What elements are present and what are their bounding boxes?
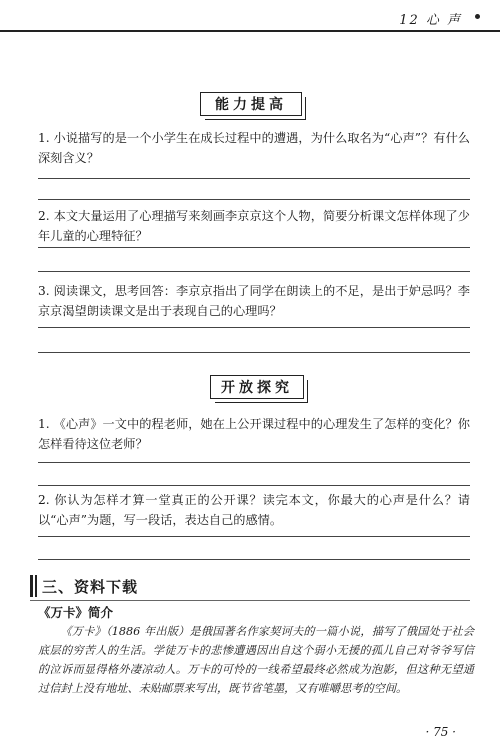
open-question-1: 1. 《心声》一文中的程老师，她在上公开课过程中的心理发生了怎样的变化？你怎样看待这位老师？ xyxy=(38,417,470,451)
answer-line[interactable] xyxy=(38,536,470,537)
resource-subtitle: 《万卡》简介 xyxy=(38,605,114,620)
answer-line[interactable] xyxy=(38,462,470,463)
question-2: 2. 本文大量运用了心理描写来刻画李京京这个人物，简要分析课文怎样体现了少年儿童的心理特征？ xyxy=(38,209,470,243)
question-1: 1. 小说描写的是一个小学生在成长过程中的遭遇，为什么取名为“心声”？有什么深刻含义？ xyxy=(38,131,470,165)
resources-heading xyxy=(30,574,138,598)
answer-line[interactable] xyxy=(38,247,470,248)
header-dot xyxy=(475,14,480,19)
open-question-2: 2. 你认为怎样才算一堂真正的公开课？读完本文，你最大的心声是什么？请以“心声”为题，写一段话，表达自己的感情。 xyxy=(38,493,470,527)
header-rule xyxy=(0,30,500,32)
section-heading-ability: 能力提高 xyxy=(200,92,302,116)
answer-line[interactable] xyxy=(38,485,470,486)
question-3: 3. 阅读课文，思考回答：李京京指出了同学在朗读上的不足，是出于妒忌吗？李京京渴望朗读课文是出于表现自己的心理吗？ xyxy=(38,284,470,318)
answer-line[interactable] xyxy=(38,352,470,353)
page-number: · 75 · xyxy=(425,725,456,739)
answer-line[interactable] xyxy=(38,199,470,200)
resource-paragraph: 《万卡》（1886 年出版）是俄国著名作家契诃夫的一篇小说，描写了俄国处于社会底层的穷苦人的生活。学徒万卡的悲惨遭遇因出自这个弱小无援的孤儿自己对爷爷写信的泣诉而显得格外凄凉动人。万卡的可怜的一线希望最终必然成为泡影，但这种无望通过信封上没有地址、未贴邮票来写出，既节省笔墨，又有唯嚼思考的空间。 xyxy=(38,625,474,695)
answer-line[interactable] xyxy=(38,178,470,179)
answer-line[interactable] xyxy=(38,327,470,328)
resources-underline xyxy=(30,600,470,601)
section-heading-open: 开放探究 xyxy=(210,375,304,399)
heading-bars-icon xyxy=(30,575,37,597)
resources-heading-text: 三、资料下载 xyxy=(42,577,139,596)
answer-line[interactable] xyxy=(38,559,470,560)
answer-line[interactable] xyxy=(38,271,470,272)
running-header: 12 心 声 xyxy=(399,13,462,28)
